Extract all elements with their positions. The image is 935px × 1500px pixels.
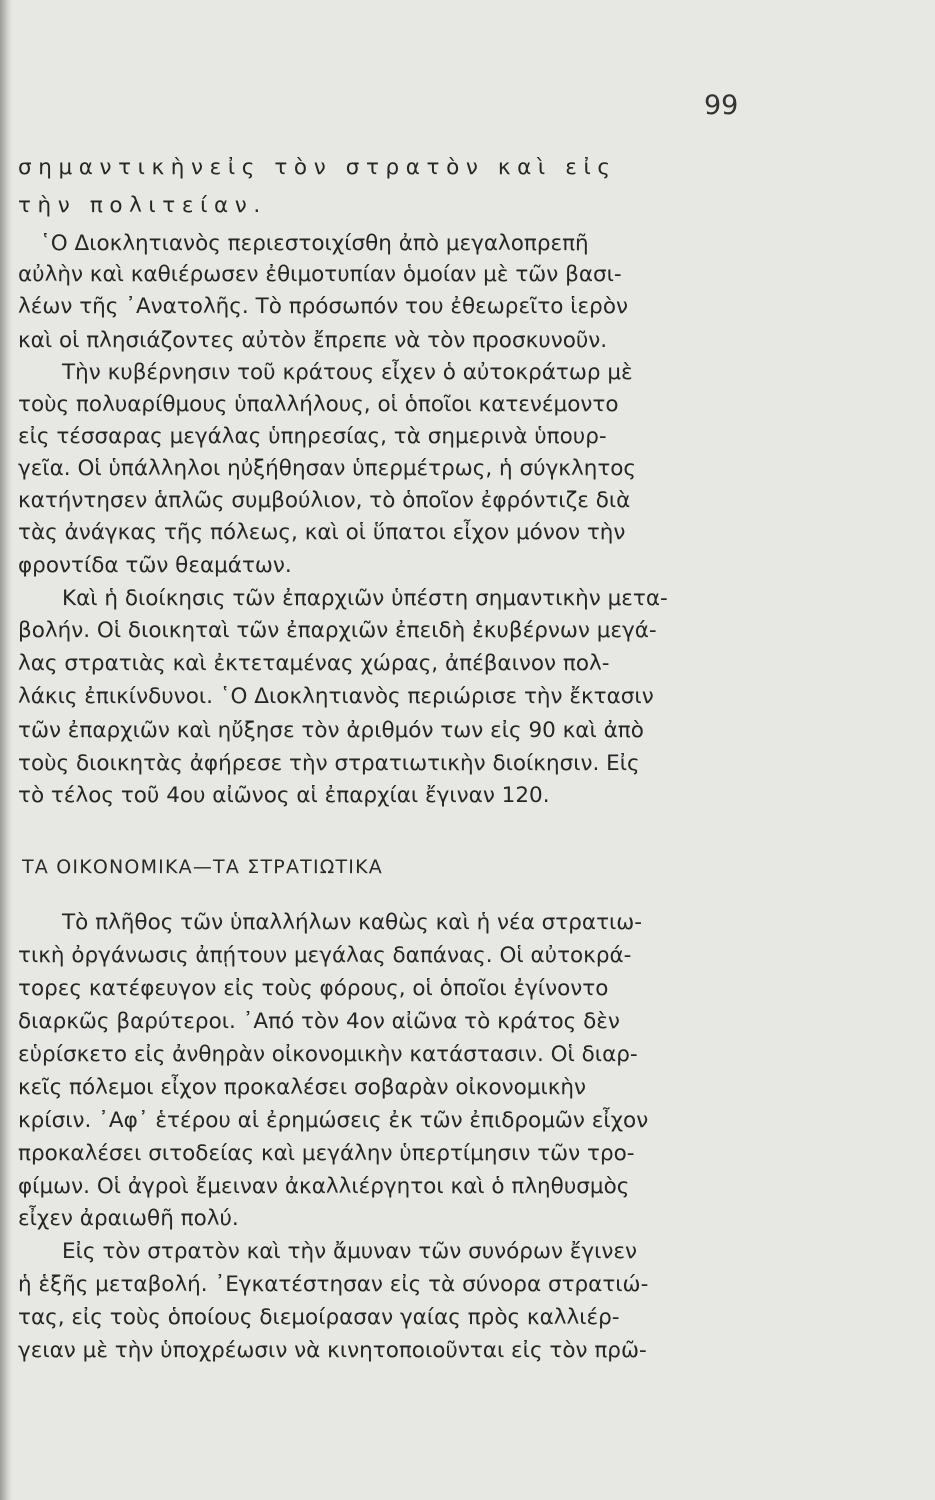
text-line: τοὺς πολυαρίθμους ὑπαλλήλους, οἱ ὁποῖοι κατενέμοντο xyxy=(18,392,619,417)
text-line: τοὺς διοικητὰς ἀφήρεσε τὴν στρατιωτικὴν διοίκησιν. Εἰς xyxy=(18,751,640,776)
text-line: τικὴ ὀργάνωσις ἀπῄτουν μεγάλας δαπάνας. Οἱ αὐτοκρά- xyxy=(18,943,632,968)
text-line: τας, εἰς τοὺς ὁποίους διεμοίρασαν γαίας πρὸς καλλιέρ- xyxy=(18,1305,620,1330)
text-line: βολήν. Οἱ διοικηταὶ τῶν ἐπαρχιῶν ἐπειδὴ ἐκυβέρνων μεγά- xyxy=(18,618,657,643)
text-line: κεῖς πόλεμοι εἶχον προκαλέσει σοβαρὰν οἰκονομικὴν xyxy=(18,1075,587,1100)
text-line: λέων τῆς ᾿Ανατολῆς. Τὸ πρόσωπόν του ἐθεωρεῖτο ἱερὸν xyxy=(18,294,628,319)
text-line: λας στρατιὰς καὶ ἐκτεταμένας χώρας, ἀπέβαινον πολ- xyxy=(18,651,610,676)
text-line: ἡ ἑξῆς μεταβολή. ᾿Εγκατέστησαν εἰς τὰ σύνορα στρατιώ- xyxy=(18,1272,649,1297)
text-line: τὸ τέλος τοῦ 4ου αἰῶνος αἱ ἐπαρχίαι ἔγιναν 120. xyxy=(18,783,550,808)
text-line: φροντίδα τῶν θεαμάτων. xyxy=(18,553,292,578)
text-line: τὴν πολιτείαν. xyxy=(18,193,267,218)
text-line: κατήντησεν ἁπλῶς συμβούλιον, τὸ ὁποῖον ἐφρόντιζε διὰ xyxy=(18,488,631,513)
text-line: διαρκῶς βαρύτεροι. ᾿Από τὸν 4ον αἰῶνα τὸ κράτος δὲν xyxy=(18,1009,620,1034)
text-line: προκαλέσει σιτοδείας καὶ μεγάλην ὑπερτίμησιν τῶν τρο- xyxy=(18,1141,635,1166)
text-line: κρίσιν. ᾿Αφ᾿ ἑτέρου αἱ ἐρημώσεις ἐκ τῶν ἐπιδρομῶν εἶχον xyxy=(18,1108,649,1133)
text-line: Τὸ πλῆθος τῶν ὑπαλλήλων καθὼς καὶ ἡ νέα στρατιω- xyxy=(62,910,643,935)
text-line: φίμων. Οἱ ἀγροὶ ἔμειναν ἀκαλλιέργητοι καὶ ὁ πληθυσμὸς xyxy=(18,1174,630,1199)
text-line: Τὴν κυβέρνησιν τοῦ κράτους εἶχεν ὁ αὐτοκράτωρ μὲ xyxy=(62,360,633,385)
text-line: εἰς τέσσαρας μεγάλας ὑπηρεσίας, τὰ σημερινὰ ὑπουρ- xyxy=(18,424,607,449)
text-line: γεῖα. Οἱ ὑπάλληλοι ηὐξήθησαν ὑπερμέτρως, ἡ σύγκλητος xyxy=(18,456,637,481)
section-heading: ΤΑ ΟΙΚΟΝΟΜΙΚΑ—ΤΑ ΣΤΡΑΤΙΩΤΙΚΑ xyxy=(22,856,383,878)
text-line: τῶν ἐπαρχιῶν καὶ ηὔξησε τὸν ἀριθμόν των εἰς 90 καὶ ἀπὸ xyxy=(18,718,644,743)
text-line: τορες κατέφευγον εἰς τοὺς φόρους, οἱ ὁποῖοι ἐγίνοντο xyxy=(18,976,609,1001)
text-line: καὶ οἱ πλησιάζοντες αὐτὸν ἔπρεπε νὰ τὸν προσκυνοῦν. xyxy=(18,328,608,353)
text-line: σημαντικὴνεἰς τὸν στρατὸν καὶ εἰς xyxy=(18,155,617,180)
text-line: λάκις ἐπικίνδυνοι. ῾Ο Διοκλητιανὸς περιώρισε τὴν ἔκτασιν xyxy=(18,684,654,709)
text-line: αὐλὴν καὶ καθιέρωσεν ἐθιμοτυπίαν ὁμοίαν μὲ τῶν βασι- xyxy=(18,262,622,287)
text-line: Εἰς τὸν στρατὸν καὶ τὴν ἄμυναν τῶν συνόρων ἔγινεν xyxy=(62,1239,638,1264)
text-line: Καὶ ἡ διοίκησις τῶν ἐπαρχιῶν ὑπέστη σημαντικὴν μετα- xyxy=(62,586,668,611)
text-line: γειαν μὲ τὴν ὑποχρέωσιν νὰ κινητοποιοῦνται εἰς τὸν πρῶ- xyxy=(18,1338,647,1363)
text-line: ῾Ο Διοκλητιανὸς περιεστοιχίσθη ἀπὸ μεγαλοπρεπῆ xyxy=(40,231,589,256)
text-line: τὰς ἀνάγκας τῆς πόλεως, καὶ οἱ ὕπατοι εἶχον μόνον τὴν xyxy=(18,520,626,545)
text-line: εἶχεν ἀραιωθῆ πολύ. xyxy=(18,1206,239,1231)
text-line: εὑρίσκετο εἰς ἀνθηρὰν οἰκονομικὴν κατάστασιν. Οἱ διαρ- xyxy=(18,1042,638,1067)
page-number: 99 xyxy=(704,90,739,121)
